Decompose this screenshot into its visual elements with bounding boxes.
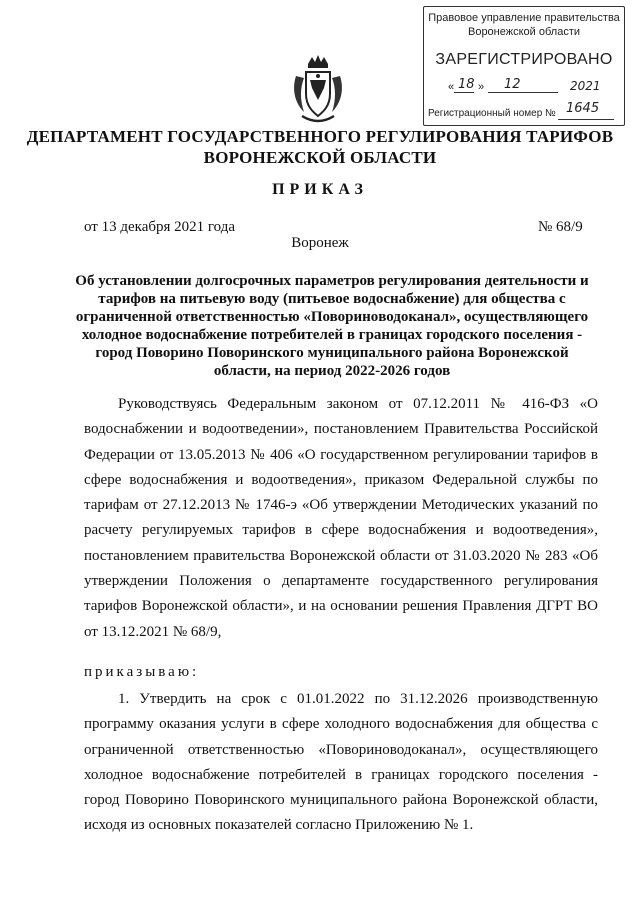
stamp-number-underline xyxy=(558,119,614,120)
stamp-month: 12 xyxy=(504,77,521,92)
order-directive: приказываю: xyxy=(84,664,200,680)
stamp-authority-line2: Воронежской области xyxy=(467,26,580,38)
preamble-paragraph: Руководствуясь Федеральным законом от 07.12.2011 № 416-ФЗ «О водоснабжении и водоотведении», постановлением Правительства Российской Федерации от 13.05.2013 № 406 «О государственном регулировании тарифов в сфере водоснабжения и водоотведения», приказом Федеральной службы по тарифам от 27.12.2013 № 1746-э «Об утверждении Методических указаний по расчету регулируемых тарифов в сфере водоснабжения и водоотведения», постановлением правительства Воронежской области от 31.03.2020 № 283 «Об утверждении Положения о департаменте государственного регулирования тарифов Воронежской области», и на основании решения Правления ДГРТ ВО от 13.12.2021 № 68/9, xyxy=(84,396,598,640)
order-city: Воронеж xyxy=(291,235,349,251)
department-name xyxy=(0,126,640,168)
department-name-text: ДЕПАРТАМЕНТ ГОСУДАРСТВЕННОГО РЕГУЛИРОВАНИЯ ТАРИФОВ ВОРОНЕЖСКОЙ ОБЛАСТИ xyxy=(26,127,614,167)
document-type: ПРИКАЗ xyxy=(272,181,368,198)
document-title: Об установлении долгосрочных параметров регулирования деятельности и тарифов на питьевую воду (питьевое водоснабжение) для общества с ограниченной ответственностью «Поворинoводоканал», осуществляющего холодное водоснабжение потребителей в границах городского поселения - город Поворино Поворинского муниципального района Воронежской области, на период 2022-2026 годов xyxy=(75,273,589,379)
order-date: от 13 декабря 2021 года xyxy=(84,219,236,235)
stamp-date xyxy=(434,77,616,97)
stamp-reg-label: Регистрационный номер № xyxy=(428,108,556,119)
stamp-status: ЗАРЕГИСТРИРОВАНО xyxy=(435,51,613,68)
stamp-day: 18 xyxy=(458,77,475,92)
stamp-registration-number xyxy=(428,101,618,121)
coat-of-arms-icon xyxy=(290,54,346,126)
stamp-reg-number: 1645 xyxy=(566,101,600,116)
order-item-1: 1. Утвердить на срок с 01.01.2022 по 31.12.2026 производственную программу оказания услуги в сфере холодного водоснабжения для общества с ограниченной ответственностью «Поворинoводоканал», осуществляющего холодное водоснабжение потребителей в границах городского поселения - город Поворино Поворинского муниципального района Воронежской области, исходя из основных показателей согласно Приложению № 1. xyxy=(84,691,598,834)
stamp-day-underline xyxy=(454,92,474,93)
stamp-quote-open: « xyxy=(448,81,455,93)
registration-stamp xyxy=(423,6,625,126)
stamp-quote-close: » xyxy=(478,81,485,93)
stamp-authority-line1: Правовое управление правительства xyxy=(428,12,620,24)
stamp-year: 2021 xyxy=(570,79,601,93)
order-number: № 68/9 xyxy=(538,219,583,235)
stamp-month-underline xyxy=(488,92,558,93)
